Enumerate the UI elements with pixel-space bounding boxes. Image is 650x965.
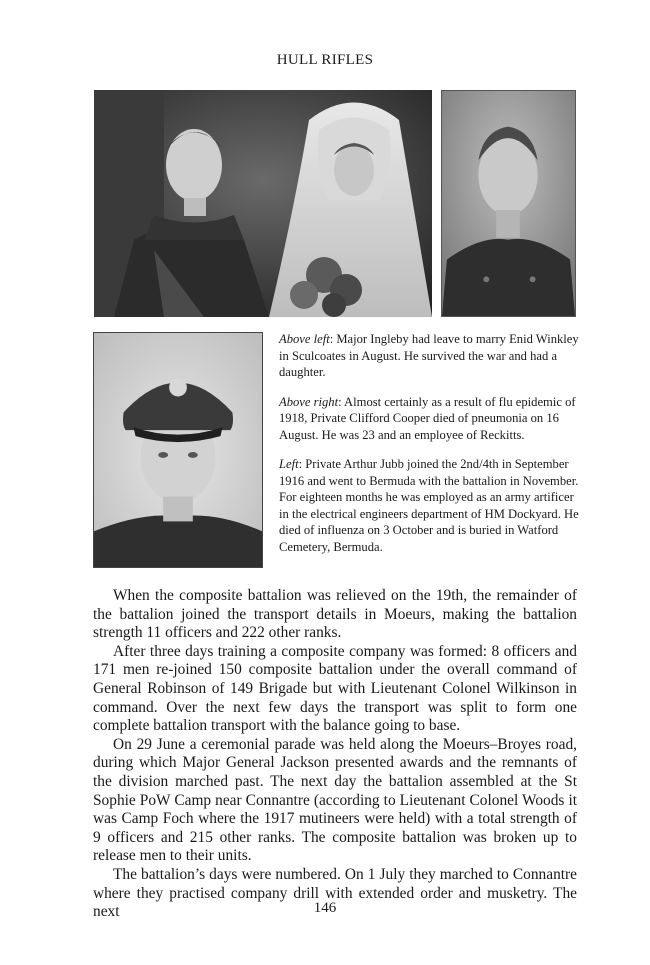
cooper-portrait [441, 90, 576, 317]
paragraph: When the composite battalion was relieved on the 19th, the remainder of the battalion joined the transport details in Moeurs, making the battalion strength 11 officers and 222 other ranks. [93, 587, 577, 642]
paragraph: After three days training a composite company was formed: 8 officers and 171 men re-joined 150 composite battalion under the overall command of General Robinson of 149 Brigade but with Lieutenant Colonel Wilkinson in command. Over the next few days the transport was split to form one complete battalion transport with the balance going to base. [93, 642, 577, 735]
photo-captions [279, 331, 581, 568]
caption-text: : Major Ingleby had leave to marry Enid Winkley in Sculcoates in August. He survived the war and had a daughter. [279, 332, 579, 379]
wedding-photo [94, 90, 432, 317]
page-number: 146 [313, 900, 337, 916]
paragraph: The battalion’s days were numbered. On 1 July they marched to Connantre where they practised company drill with extended order and musketry. The next [93, 865, 577, 921]
caption-lead: Above right [279, 394, 339, 409]
running-head: HULL RIFLES [276, 52, 374, 68]
caption-above-left [279, 331, 581, 381]
paragraph: On 29 June a ceremonial parade was held along the Moeurs–Broyes road, during which Major General Jackson presented awards and the remnants of the division marched past. The next day the battalion assembled at the St Sophie PoW Camp near Connantre (according to Lieutenant Colonel Woods it was Camp Foch where the 1917 mutineers were held) with a total strength of 9 officers and 215 other ranks. The composite battalion was broken up to release men to their units. [93, 735, 577, 865]
caption-left [279, 456, 581, 555]
caption-text: : Almost certainly as a result of flu epidemic of 1918, Private Clifford Cooper died of pneumonia on 16 August. He was 23 and an employee of Reckitts. [279, 394, 576, 442]
caption-above-right [279, 394, 581, 444]
body-text [93, 587, 577, 922]
caption-lead: Above left [279, 332, 330, 346]
jubb-portrait [93, 332, 263, 568]
caption-lead: Left [279, 457, 299, 471]
caption-text: : Private Arthur Jubb joined the 2nd/4th in September 1916 and went to Bermuda with the battalion in November. For eighteen months he was employed as an army artificer in the electrical engineers department of HM Dockyard. He died of influenza on 3 October and is buried in Watford Cemetery, Bermuda. [279, 457, 579, 554]
